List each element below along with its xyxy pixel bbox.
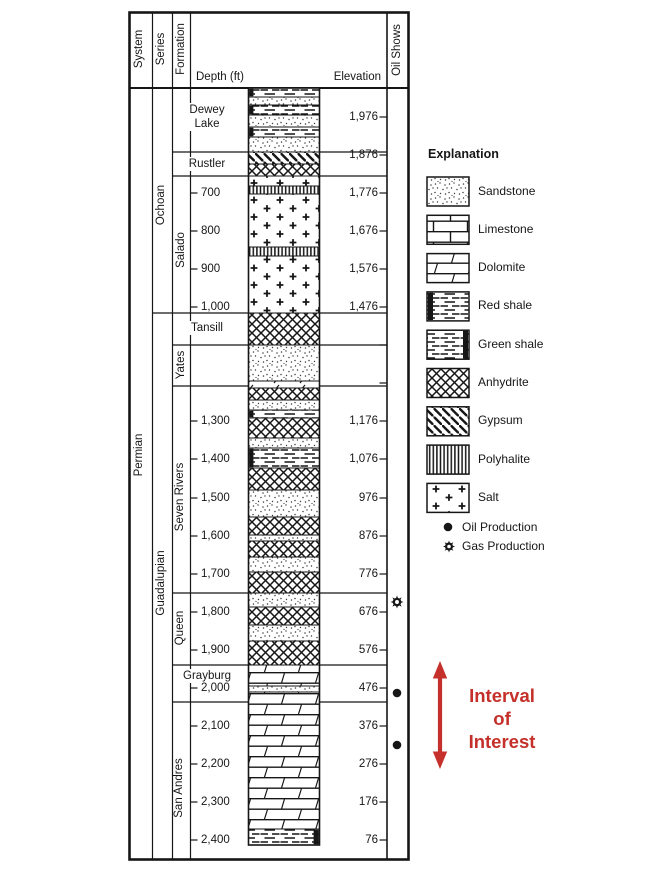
formation-label-rustler: Rustler (179, 157, 235, 171)
elevation-tick-label: 376 (358, 720, 378, 732)
elevation-tick-label: 876 (358, 530, 378, 542)
depth-tick-label: 1,300 (201, 415, 230, 427)
interval-of-interest-line2: of (493, 708, 511, 729)
elevation-tick-label: 1,576 (349, 263, 378, 275)
elevation-tick-label: 1,476 (349, 301, 378, 313)
formation-label-grayburg: Grayburg (179, 669, 235, 683)
elevation-tick-label: 1,076 (349, 453, 378, 465)
header-oil-shows: Oil Shows (391, 24, 403, 76)
legend-label-red-shale: Red shale (478, 298, 533, 313)
depth-tick-label: 1,800 (201, 606, 230, 618)
header-series: Series (155, 32, 167, 66)
legend-label-salt: Salt (478, 489, 499, 504)
header-depth-label: Depth (ft) (196, 71, 244, 83)
formation-label-queen: Queen (174, 610, 186, 646)
elevation-tick-label: 1,176 (349, 415, 378, 427)
legend-marker-label-gas-production: Gas Production (462, 539, 545, 553)
header-elevation-label: Elevation (333, 71, 381, 83)
depth-tick-label: 2,400 (201, 834, 230, 846)
interval-of-interest-line3: Interest (468, 731, 536, 752)
depth-tick-label: 700 (201, 187, 221, 199)
depth-tick-label: 1,900 (201, 644, 230, 656)
elevation-tick-label: 76 (365, 834, 378, 846)
legend-label-polyhalite: Polyhalite (478, 451, 531, 466)
legend-marker-label-oil-production: Oil Production (462, 519, 538, 534)
depth-tick-label: 1,500 (201, 492, 230, 504)
elevation-tick-label: 676 (358, 606, 378, 618)
elevation-tick-label: 976 (358, 492, 378, 504)
interval-of-interest-line1: Interval (469, 685, 535, 706)
formation-label-seven-rivers: Seven Rivers (174, 462, 186, 532)
formation-label-yates: Yates (175, 350, 187, 380)
depth-tick-label: 1,000 (201, 301, 230, 313)
formation-label-dewey-lake: Dewey Lake (179, 103, 235, 131)
elevation-tick-label: 176 (358, 796, 378, 808)
legend-label-limestone: Limestone (478, 221, 534, 236)
legend-label-gypsum: Gypsum (478, 413, 523, 428)
depth-tick-label: 900 (201, 263, 221, 275)
depth-tick-label: 2,100 (201, 720, 230, 732)
elevation-tick-label: 576 (358, 644, 378, 656)
elevation-tick-label: 276 (358, 758, 378, 770)
depth-tick-label: 2,000 (201, 682, 230, 694)
depth-tick-label: 2,200 (201, 758, 230, 770)
elevation-tick-label: 1,676 (349, 225, 378, 237)
depth-tick-label: 1,600 (201, 530, 230, 542)
depth-tick-label: 2,300 (201, 796, 230, 808)
elevation-tick-label: 1,876 (349, 149, 378, 161)
formation-label-san-andres: San Andres (173, 758, 185, 818)
depth-tick-label: 800 (201, 225, 221, 237)
elevation-tick-label: 476 (358, 682, 378, 694)
legend-label-anhydrite: Anhydrite (478, 375, 529, 389)
legend-label-green-shale: Green shale (478, 336, 544, 351)
elevation-tick-label: 1,776 (349, 187, 378, 199)
formation-label-salado: Salado (175, 232, 187, 268)
system-label-permian: Permian (133, 433, 145, 477)
series-label-guadalupian: Guadalupian (155, 550, 167, 616)
header-system: System (133, 29, 145, 69)
legend-label-dolomite: Dolomite (478, 260, 526, 275)
legend-title: Explanation (428, 147, 499, 161)
depth-tick-label: 1,400 (201, 453, 230, 465)
series-label-ochoan: Ochoan (155, 184, 167, 226)
header-formation: Formation (175, 23, 187, 75)
depth-tick-label: 1,700 (201, 568, 230, 580)
elevation-tick-label: 1,976 (349, 111, 378, 123)
legend-label-sandstone: Sandstone (478, 183, 536, 198)
elevation-tick-label: 776 (358, 568, 378, 580)
formation-label-tansill: Tansill (179, 321, 235, 335)
